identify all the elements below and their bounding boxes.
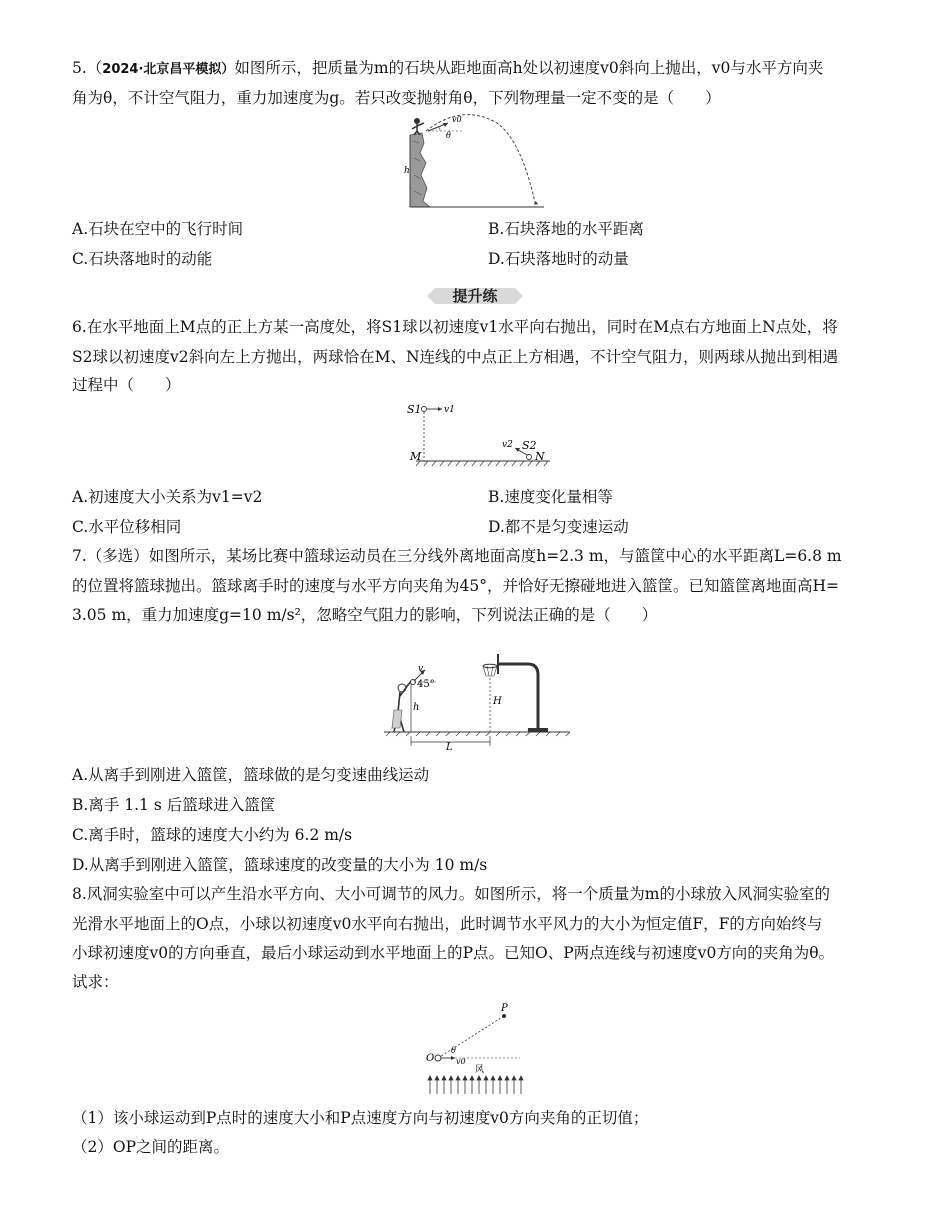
q6-fig-v2-label: v2 <box>502 440 513 450</box>
trajectory <box>426 115 536 207</box>
q5-fig-v0-label: v0 <box>452 115 462 124</box>
q6-option-c[interactable]: C.水平位移相同 <box>72 518 182 536</box>
q7-option-a[interactable]: A.从离手到刚进入篮筐，篮球做的是匀变速曲线运动 <box>72 766 430 784</box>
q5-figure <box>402 113 552 211</box>
q8-line-3: 小球初速度v0的方向垂直，最后小球运动到水平地面上的P点。已知O、P两点连线与初速度v0方向的夹角为θ。 <box>72 944 835 962</box>
ball-o <box>435 1055 441 1061</box>
q7-figure <box>380 640 580 754</box>
q5-option-c[interactable]: C.石块落地时的动能 <box>72 250 213 268</box>
ground-hatch <box>386 732 570 736</box>
hoop-stand <box>498 654 548 732</box>
q6-option-b[interactable]: B.速度变化量相等 <box>488 488 613 506</box>
q5-text-1: 如图所示，把质量为m的石块从距地面高h处以初速度v0斜向上抛出，v0与水平方向夹 <box>234 59 824 77</box>
q8-fig-wind-label: 风 <box>475 1065 485 1075</box>
q7-fig-v-label: v <box>418 664 424 674</box>
q7-fig-angle-label: 45° <box>417 679 435 690</box>
q6-option-d[interactable]: D.都不是匀变速运动 <box>488 518 629 536</box>
q8-figure <box>420 998 550 1098</box>
q6-fig-s1-label: S1 <box>407 403 422 416</box>
ball-s2 <box>527 455 532 460</box>
q5-option-a[interactable]: A.石块在空中的飞行时间 <box>72 220 244 238</box>
q5-line-1 <box>72 57 882 81</box>
q5-source: 2024·北京昌平模拟） <box>102 62 235 77</box>
angle-arc <box>438 127 440 131</box>
hoop-net <box>483 664 497 676</box>
q6-line-2: S2球以初速度v2斜向左上方抛出，两球恰在M、N连线的中点正上方相遇，不计空气阻力，则两球从抛出到相遇 <box>72 348 839 366</box>
q5-fig-theta-label: θ <box>446 131 451 140</box>
section-title: 提升练 <box>452 287 498 305</box>
q7-line-2: 的位置将篮球抛出。篮球离手时的速度与水平方向夹角为45°，并恰好无擦碰地进入篮筐。已知篮筐离地面高H= <box>72 577 839 595</box>
q6-line-1: 6.在水平地面上M点的正上方某一高度处，将S1球以初速度v1水平向右抛出，同时在M点右方地面上N点处，将 <box>72 318 838 336</box>
thrower-figure <box>412 118 424 135</box>
player-figure <box>392 680 412 732</box>
q8-subquestion-2: （2）OP之间的距离。 <box>72 1138 229 1156</box>
q7-line-3: 3.05 m，重力加速度g=10 m/s²，忽略空气阻力的影响，下列说法正确的是（ ） <box>72 606 658 624</box>
q6-fig-s2-label: S2 <box>522 439 537 452</box>
q6-line-3: 过程中（ ） <box>72 376 181 394</box>
q7-option-d[interactable]: D.从离手到刚进入篮筐，篮球速度的改变量的大小为 10 m/s <box>72 856 488 874</box>
section-banner <box>425 286 525 306</box>
q6-figure <box>402 398 562 474</box>
q5-option-b[interactable]: B.石块落地的水平距离 <box>488 220 644 238</box>
q7-option-b[interactable]: B.离手 1.1 s 后篮球进入篮筐 <box>72 796 276 814</box>
q5-option-d[interactable]: D.石块落地时的动量 <box>488 250 629 268</box>
q8-line-4: 试求： <box>72 973 119 991</box>
q8-subquestion-1: （1）该小球运动到P点时的速度大小和P点速度方向与初速度v0方向夹角的正切值； <box>72 1109 649 1127</box>
wind-arrows <box>428 1076 523 1094</box>
q7-fig-H-label: H <box>493 696 502 707</box>
op-line <box>438 1016 504 1058</box>
q8-line-2: 光滑水平地面上的O点，小球以初速度v0水平向右抛出，此时调节水平风力的大小为恒定值F，F的方向始终与 <box>72 915 823 933</box>
q6-fig-n-label: N <box>535 450 545 463</box>
q6-option-a[interactable]: A.初速度大小关系为v1=v2 <box>72 488 263 506</box>
q8-fig-p-label: P <box>501 1003 508 1014</box>
q5-fig-h-label: h <box>404 166 410 176</box>
ground-hatch <box>416 461 548 466</box>
q5-line-2: 角为θ，不计空气阻力，重力加速度为g。若只改变抛射角θ，下列物理量一定不变的是（ ） <box>72 89 721 107</box>
cliff <box>410 133 430 207</box>
ball-s1 <box>422 407 427 412</box>
q8-fig-v0-label: v0 <box>456 1057 466 1066</box>
q7-line-1: 7.（多选）如图所示，某场比赛中篮球运动员在三分线外离地面高度h=2.3 m，与篮筐中心的水平距离L=6.8 m <box>72 547 842 565</box>
q6-fig-m-label: M <box>410 450 422 463</box>
q8-fig-o-label: O <box>426 1053 435 1064</box>
q8-line-1: 8.风洞实验室中可以产生沿水平方向、大小可调节的风力。如图所示，将一个质量为m的小球放入风洞实验室的 <box>72 885 830 903</box>
q6-fig-v1-label: v1 <box>444 405 455 415</box>
q7-fig-L-label: L <box>446 742 453 753</box>
v1-arrowhead <box>438 407 442 411</box>
q7-option-c[interactable]: C.离手时，篮球的速度大小约为 6.2 m/s <box>72 826 353 844</box>
q7-fig-h-label: h <box>413 702 420 713</box>
v0-arrowhead <box>451 1056 455 1060</box>
q8-fig-theta-label: θ <box>451 1046 456 1055</box>
q5-number: 5.（ <box>72 59 103 77</box>
